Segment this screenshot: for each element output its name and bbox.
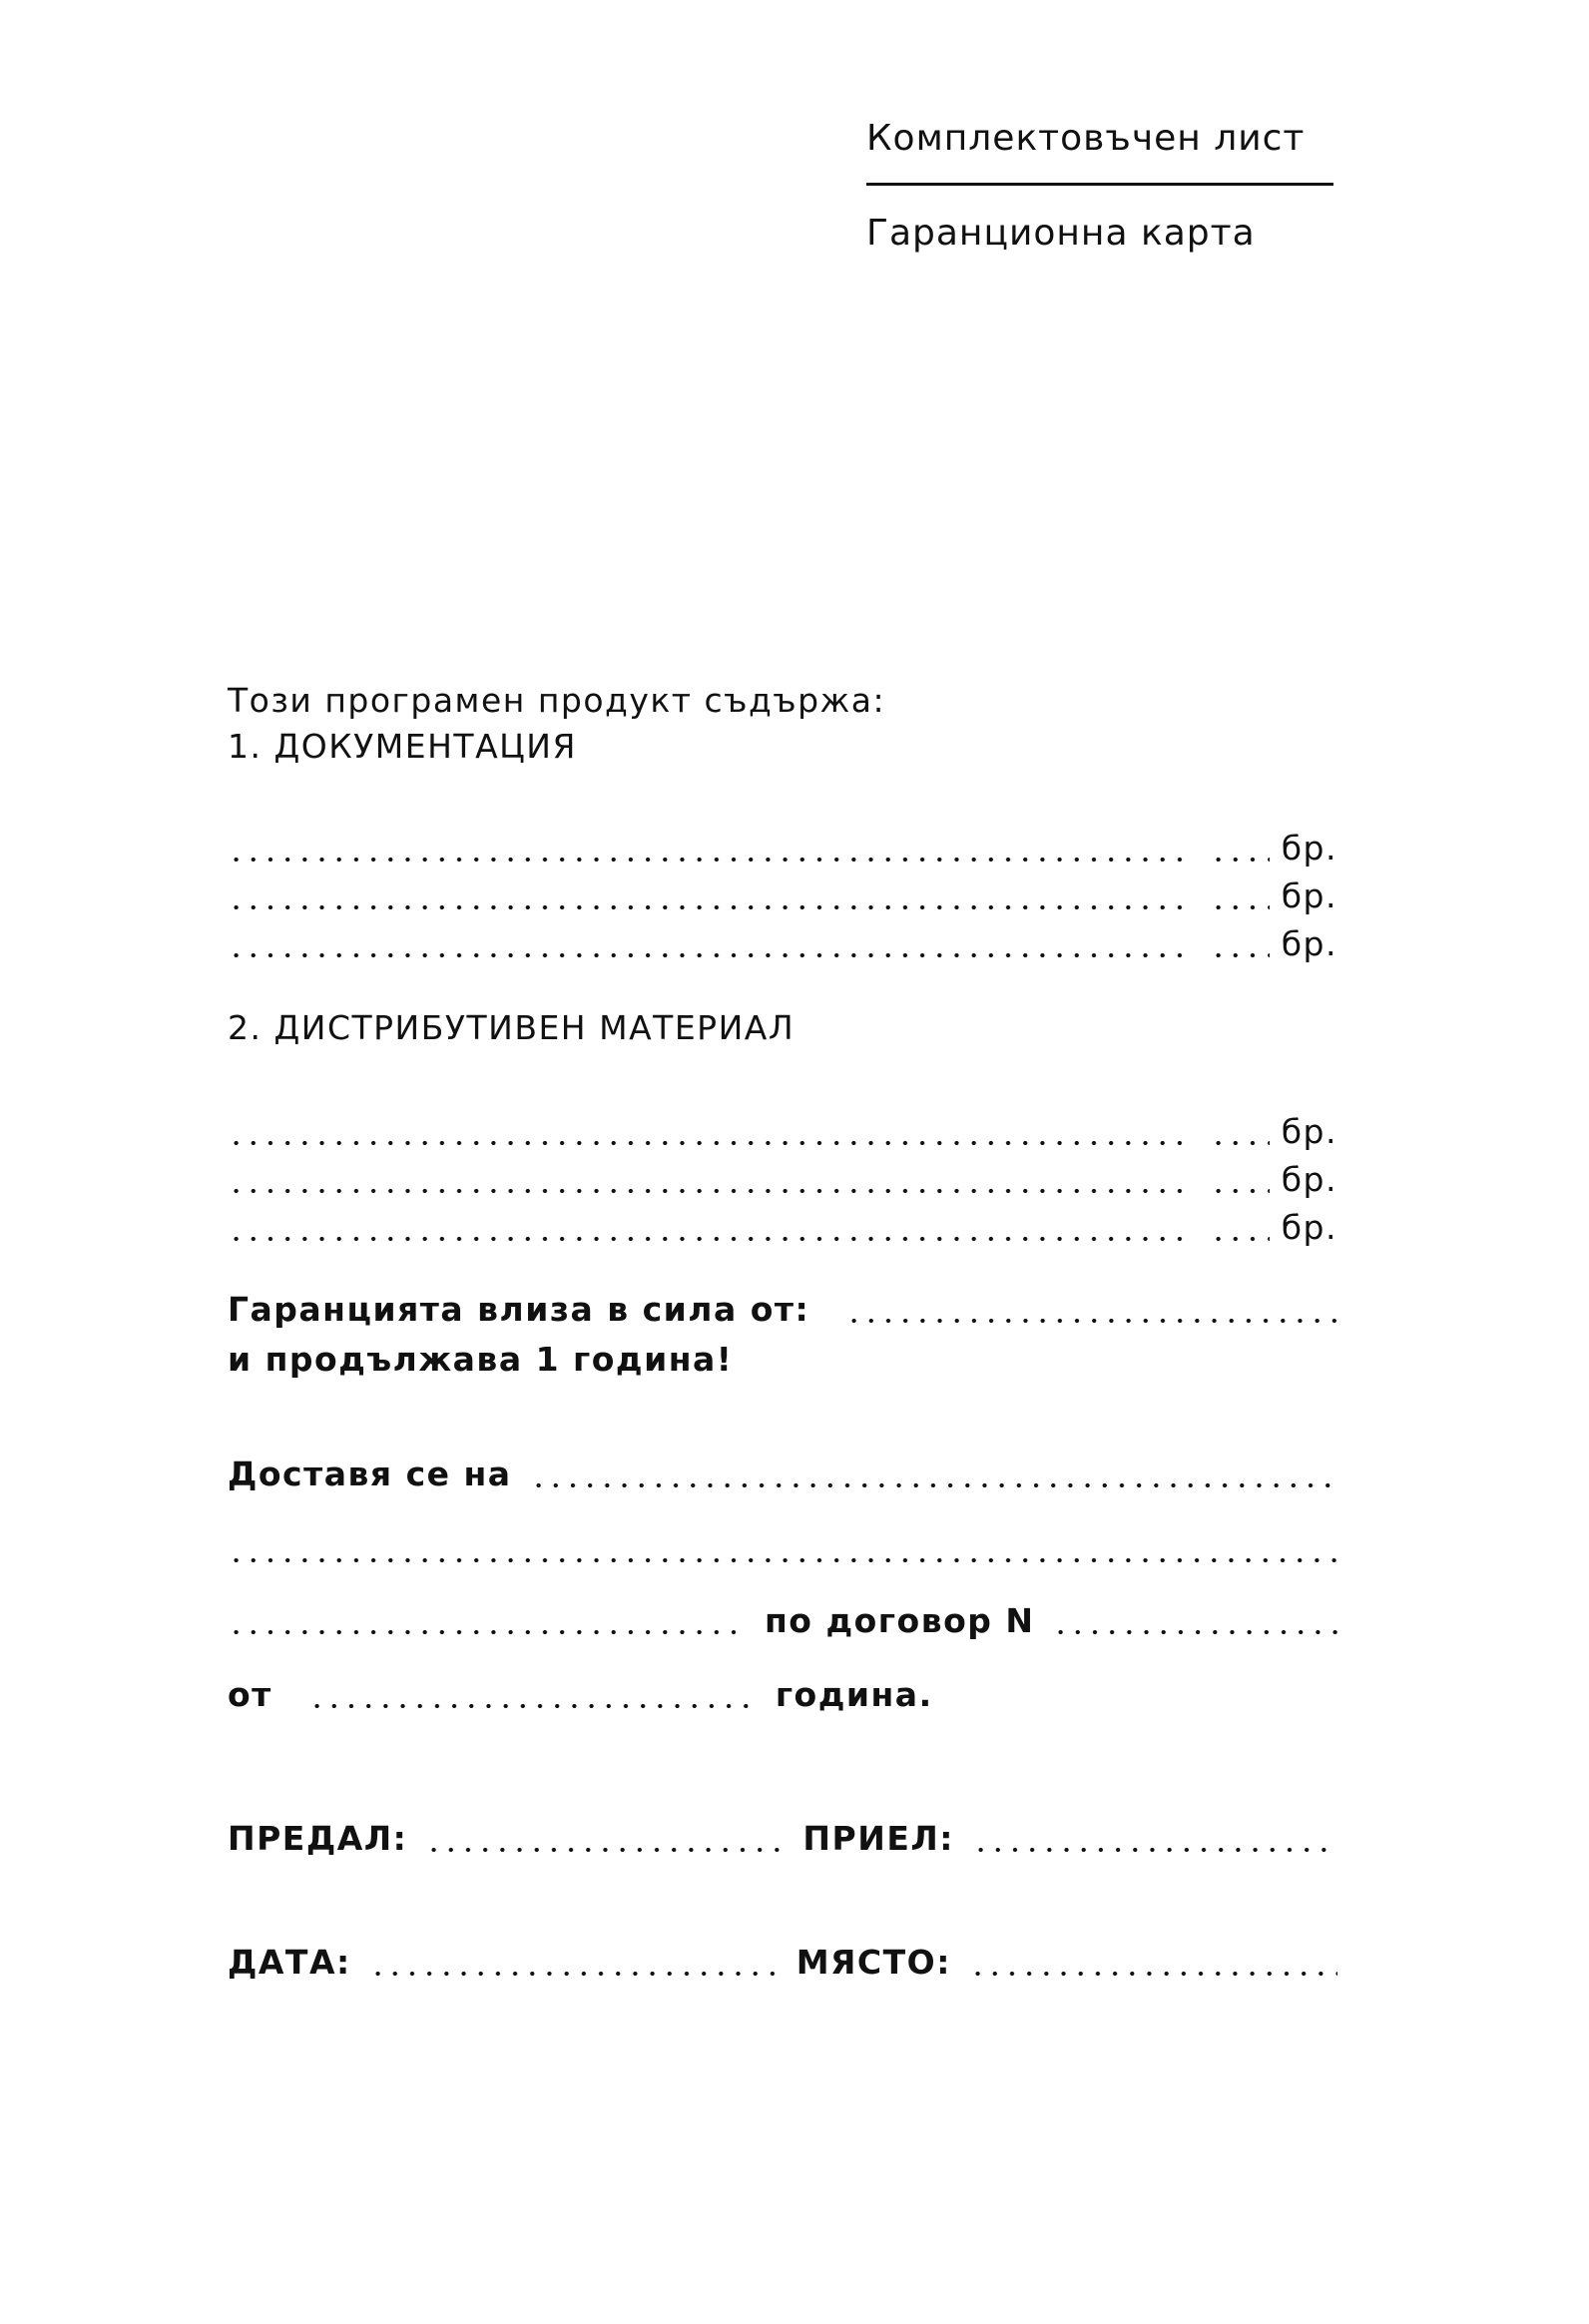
contract-label: по договор N — [765, 1601, 1035, 1640]
fill-in-dots — [228, 1558, 1337, 1562]
document-title: Комплектовъчен лист — [866, 118, 1306, 159]
intro-text: Този програмен продукт съдържа: — [228, 681, 886, 720]
date-from-line[interactable] — [228, 1673, 1337, 1717]
unit-label: бр. — [1281, 876, 1337, 915]
warranty-duration: и продължава 1 година! — [228, 1340, 734, 1379]
contract-line[interactable] — [228, 1599, 1337, 1643]
fill-in-dots — [969, 1972, 1337, 1976]
fill-in-dots — [228, 1237, 1186, 1241]
warranty-start-line[interactable] — [228, 1288, 1337, 1332]
fill-in-dots — [369, 1972, 779, 1976]
received-label: ПРИЕЛ: — [802, 1819, 954, 1858]
unit-label: бр. — [1281, 829, 1337, 868]
fill-in-dots-short — [1210, 858, 1270, 862]
fill-in-dots — [530, 1483, 1337, 1487]
fill-in-dots-short — [1210, 1189, 1270, 1193]
delivery-line-2[interactable] — [228, 1527, 1337, 1571]
distribution-line-2[interactable] — [228, 1158, 1337, 1202]
fill-in-dots — [228, 953, 1186, 957]
delivery-label: Доставя се на — [228, 1454, 512, 1493]
year-label: година. — [775, 1675, 933, 1714]
fill-in-dots — [228, 1189, 1186, 1193]
unit-label: бр. — [1281, 1112, 1337, 1151]
section-heading-distribution: 2. ДИСТРИБУТИВЕН МАТЕРИАЛ — [228, 1008, 795, 1047]
place-label: МЯСТО: — [795, 1943, 951, 1982]
fill-in-dots — [228, 858, 1186, 862]
title-divider — [866, 183, 1333, 186]
fill-in-dots — [972, 1848, 1337, 1852]
fill-in-dots — [845, 1319, 1337, 1323]
date-label: ДАТА: — [228, 1943, 351, 1982]
documentation-line-1[interactable] — [228, 827, 1337, 871]
handed-label: ПРЕДАЛ: — [228, 1819, 408, 1858]
fill-in-dots-short — [1210, 1237, 1270, 1241]
document-subtitle: Гаранционна карта — [866, 213, 1256, 254]
distribution-line-3[interactable] — [228, 1206, 1337, 1250]
fill-in-dots — [228, 1630, 747, 1634]
fill-in-dots-short — [1210, 1141, 1270, 1145]
handover-line[interactable] — [228, 1817, 1337, 1861]
fill-in-dots — [1052, 1630, 1337, 1634]
unit-label: бр. — [1281, 924, 1337, 963]
documentation-line-2[interactable] — [228, 874, 1337, 918]
fill-in-dots-short — [1210, 905, 1270, 909]
fill-in-dots-short — [1210, 953, 1270, 957]
delivery-line[interactable] — [228, 1452, 1337, 1496]
documentation-line-3[interactable] — [228, 922, 1337, 966]
fill-in-dots — [228, 1141, 1186, 1145]
distribution-line-1[interactable] — [228, 1110, 1337, 1154]
unit-label: бр. — [1281, 1208, 1337, 1247]
from-label: от — [228, 1675, 272, 1714]
date-place-line[interactable] — [228, 1941, 1337, 1985]
fill-in-dots — [228, 905, 1186, 909]
fill-in-dots — [425, 1848, 785, 1852]
fill-in-dots — [308, 1704, 758, 1708]
section-heading-documentation: 1. ДОКУМЕНТАЦИЯ — [228, 727, 577, 766]
unit-label: бр. — [1281, 1160, 1337, 1199]
warranty-start-label: Гаранцията влиза в сила от: — [228, 1290, 810, 1329]
